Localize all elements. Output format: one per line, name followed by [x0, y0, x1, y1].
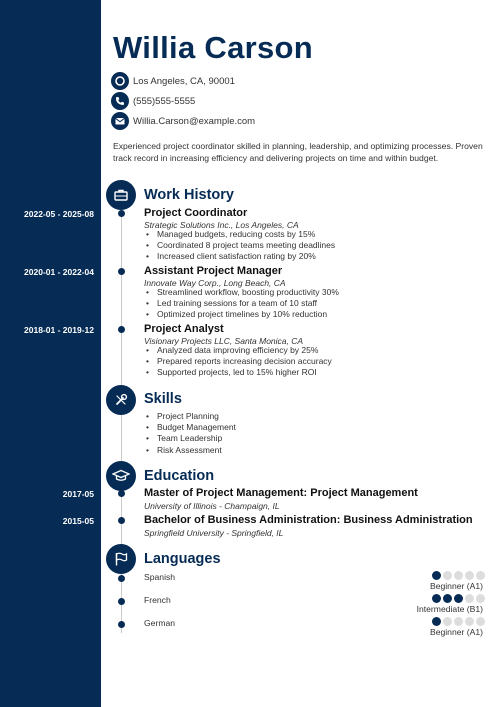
rating-dot-empty: [465, 594, 474, 603]
contact-phone: [111, 91, 195, 111]
degree-title: Bachelor of Business Administration: Business Administration: [144, 514, 473, 526]
job-dates: 2018-01 - 2019-12: [24, 325, 94, 335]
rating-dot-empty: [465, 571, 474, 580]
briefcase-icon: [106, 180, 136, 210]
timeline-dot: [118, 210, 125, 217]
job-company: Visionary Projects LLC, Santa Monica, CA: [144, 336, 304, 346]
rating-dot-empty: [465, 617, 474, 626]
language-level: Beginner (A1): [429, 627, 483, 637]
language-name: German: [144, 618, 176, 628]
contact-email[interactable]: [111, 111, 255, 131]
rating-dot-empty: [476, 594, 485, 603]
address-text: Los Angeles, CA, 90001: [133, 75, 235, 87]
job-bullet: • Coordinated 8 project teams meeting deadlines: [146, 240, 335, 251]
job-bullet: • Analyzed data improving efficiency by 25%: [146, 345, 332, 356]
email-link[interactable]: Willia.Carson@example.com: [133, 115, 256, 127]
timeline-dot: [118, 621, 125, 628]
phone-icon: [111, 92, 129, 110]
school-name: Springfield University - Springfield, IL: [144, 528, 284, 538]
job-bullets: [146, 345, 332, 379]
skills-list: [146, 411, 236, 456]
flag-icon: [106, 544, 136, 574]
language-rating: [432, 617, 485, 626]
rating-dot-filled: [432, 617, 441, 626]
degree-title: Master of Project Management: Project Management: [144, 487, 418, 499]
language-level: Intermediate (B1): [416, 604, 483, 614]
language-name: Spanish: [144, 572, 176, 582]
skill-item: • Budget Management: [146, 422, 236, 433]
skill-item: • Team Leadership: [146, 433, 236, 444]
language-rating: [432, 571, 485, 580]
phone-text: (555)555-5555: [133, 95, 196, 107]
job-dates: 2022-05 - 2025-08: [24, 209, 94, 219]
rating-dot-empty: [443, 571, 452, 580]
rating-dot-filled: [454, 594, 463, 603]
job-bullet: • Optimized project timelines by 10% reduction: [146, 309, 339, 320]
job-title: Project Analyst: [144, 323, 224, 335]
education-date: 2015-05: [62, 516, 94, 526]
language-name: French: [144, 595, 171, 605]
job-title: Project Coordinator: [144, 207, 248, 219]
graduation-cap-icon: [106, 461, 136, 491]
rating-dot-empty: [476, 617, 485, 626]
timeline-dot: [118, 517, 125, 524]
envelope-icon: [111, 112, 129, 130]
job-bullet: • Managed budgets, reducing costs by 15%: [146, 229, 335, 240]
job-company: Strategic Solutions Inc., Los Angeles, CA: [144, 220, 299, 230]
rating-dot-empty: [454, 617, 463, 626]
job-bullet: • Streamlined workflow, boosting productivity 30%: [146, 287, 339, 298]
language-rating: [432, 594, 485, 603]
skills-title: Skills: [144, 391, 182, 407]
rating-dot-filled: [432, 571, 441, 580]
language-level: Beginner (A1): [429, 581, 483, 591]
candidate-name: Willia Carson: [113, 30, 313, 65]
job-bullet: • Increased client satisfaction rating by 20%: [146, 251, 335, 262]
tools-icon: [106, 385, 136, 415]
job-title: Assistant Project Manager: [144, 265, 283, 277]
education-title: Education: [144, 468, 215, 484]
education-date: 2017-05: [62, 489, 94, 499]
job-dates: 2020-01 - 2022-04: [24, 267, 94, 277]
rating-dot-empty: [476, 571, 485, 580]
languages-title: Languages: [144, 551, 221, 567]
job-bullets: [146, 229, 335, 263]
job-bullet: • Supported projects, led to 15% higher ROI: [146, 367, 332, 378]
job-company: Innovate Way Corp., Long Beach, CA: [144, 278, 286, 288]
rating-dot-filled: [432, 594, 441, 603]
skill-item: • Project Planning: [146, 411, 236, 422]
professional-summary: Experienced project coordinator skilled in planning, leadership, and optimizing processes. Proven track record in increasing efficiency and delivering projects on time and within budget.: [113, 141, 483, 163]
job-bullet: • Led training sessions for a team of 10 staff: [146, 298, 339, 309]
rating-dot-empty: [454, 571, 463, 580]
rating-dot-filled: [443, 594, 452, 603]
timeline-dot: [118, 268, 125, 275]
job-bullets: [146, 287, 339, 321]
school-name: University of Illinois - Champaign, IL: [144, 501, 280, 511]
rating-dot-empty: [443, 617, 452, 626]
timeline-dot: [118, 598, 125, 605]
timeline-dot: [118, 326, 125, 333]
timeline-dot: [118, 575, 125, 582]
skill-item: • Risk Assessment: [146, 445, 236, 456]
timeline-dot: [118, 490, 125, 497]
location-pin-icon: [111, 72, 129, 90]
job-bullet: • Prepared reports increasing decision accuracy: [146, 356, 332, 367]
work-history-title: Work History: [144, 187, 234, 203]
sidebar: [0, 0, 101, 707]
contact-address: [111, 71, 235, 91]
